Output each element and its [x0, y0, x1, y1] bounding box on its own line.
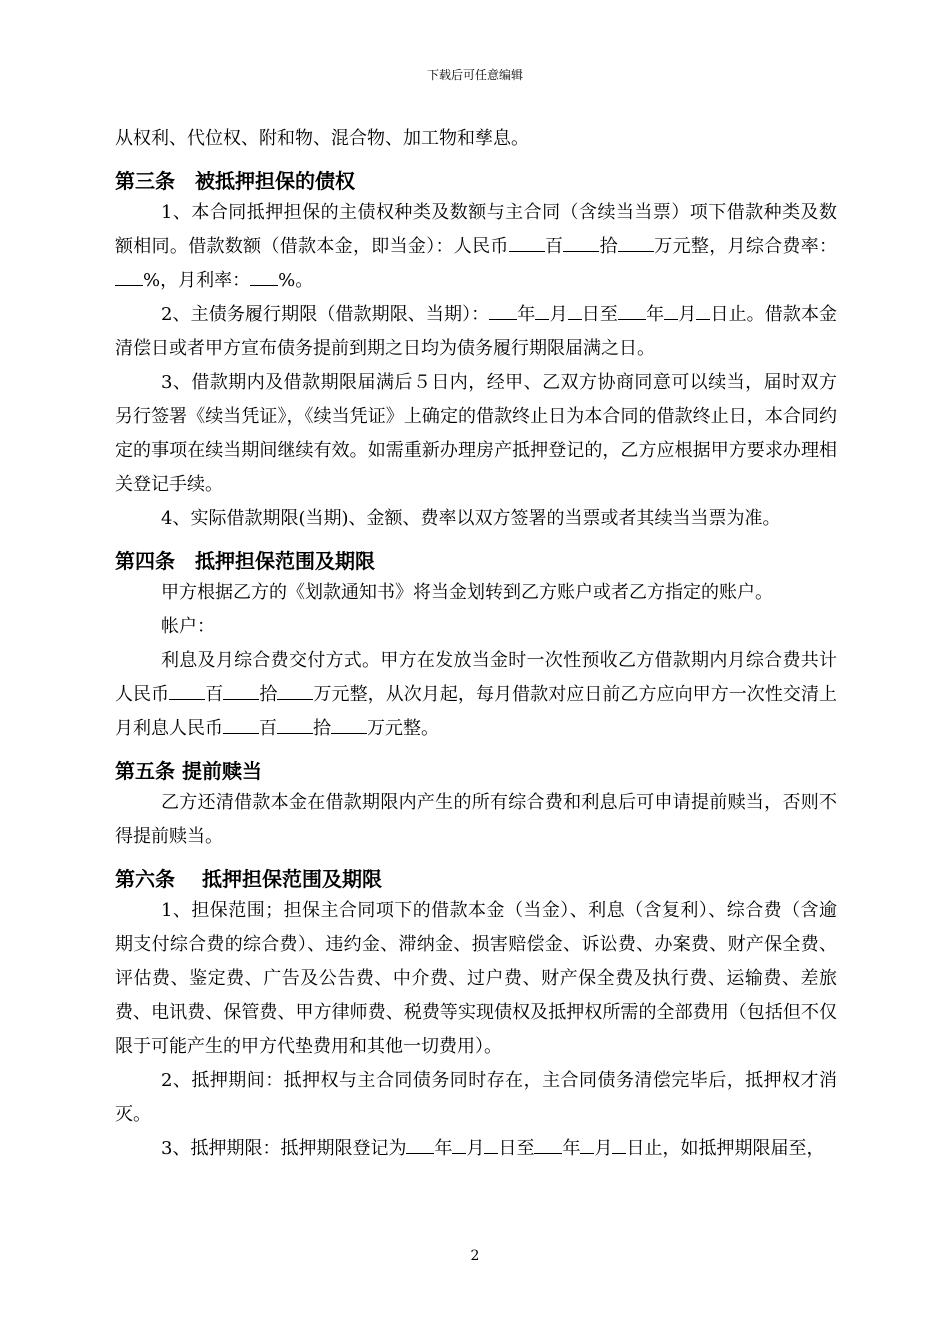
document-body — [115, 122, 837, 1166]
article-6-clause-2: 2、抵押期间：抵押权与主合同债务同时存在，主合同债务清偿完毕后，抵押权才消灭。 — [115, 1070, 837, 1125]
blank-field — [612, 1135, 626, 1154]
blank-field — [277, 681, 313, 700]
blank-field — [534, 1135, 562, 1154]
blank-field — [223, 715, 259, 734]
article-4-account: 帐户： — [161, 616, 215, 637]
article-3-clause-1: 1、本合同抵押担保的主债权种类及数额与主合同（含续当当票）项下借款种类及数额相同。借款数额（借款本金，即当金）：人民币 百 拾 万元整，月综合费率：%，月利率： %。 — [115, 202, 838, 291]
article-4-para-1: 甲方根据乙方的《划款通知书》将当金划转到乙方账户或者乙方指定的账户。 — [161, 582, 773, 603]
article-5-para-1: 乙方还清借款本金在借款期限内产生的所有综合费和利息后可申请提前赎当，否则不得提前赎当。 — [115, 792, 837, 847]
article-6-title: 第六条 抵押担保范围及期限 — [115, 867, 382, 891]
blank-field — [696, 301, 710, 320]
article-5-title: 第五条 提前赎当 — [115, 759, 262, 783]
blank-field — [618, 301, 646, 320]
blank-field — [664, 301, 678, 320]
article-6-clause-1: 1、担保范围；担保主合同项下的借款本金（当金）、利息（含复利）、综合费（含逾期支付综合费的综合费）、违约金、滞纳金、损害赔偿金、诉讼费、办案费、财产保全费、评估费、鉴定费、广告及公告费、中介费、过户费、财产保全费及执行费、运输费、差旅费、电讯费、保管费、甲方律师费、税费等实现债权及抵押权所需的全部费用（包括但不仅限于可能产生的甲方代垫费用和其他一切费用）。 — [115, 900, 837, 1057]
blank-field — [406, 1135, 434, 1154]
blank-field — [452, 1135, 466, 1154]
article-4-title: 第四条 抵押担保范围及期限 — [115, 549, 375, 573]
article-6-clause-3: 3、抵押期限：抵押期限登记为 年 月 日至 年 月 日止，如抵押期限届至， — [115, 1132, 837, 1166]
blank-field — [115, 267, 143, 286]
blank-field — [580, 1135, 594, 1154]
article-3-clause-2: 2、主债务履行期限（借款期限、当期）： 年 月 日至 年 月 日止。借款本金清偿日或者甲方宣布债务提前到期之日均为债务履行期限届满之日。 — [115, 298, 837, 366]
article-3-title: 第三条 被抵押担保的债权 — [115, 169, 355, 193]
page-number: 2 — [470, 1248, 480, 1264]
article-3-clause-4: 4、实际借款期限(当期)、金额、费率以双方签署的当票或者其续当当票为准。 — [161, 508, 781, 529]
blank-field — [169, 681, 205, 700]
blank-field — [618, 233, 654, 252]
blank-field — [563, 233, 599, 252]
blank-field — [250, 267, 278, 286]
article-3-clause-3: 3、借款期内及借款期限届满后５日内，经甲、乙双方协商同意可以续当，届时双方另行签署《续当凭证》，《续当凭证》上确定的借款终止日为本合同的借款终止日，本合同约定的事项在续当期间继续有效。如需重新办理房产抵押登记的，乙方应根据甲方要求办理相关登记手续。 — [115, 372, 837, 495]
blank-field — [484, 1135, 498, 1154]
lead-line: 从权利、代位权、附和物、混合物、加工物和孳息。 — [115, 128, 529, 149]
blank-field — [223, 681, 259, 700]
blank-field — [568, 301, 582, 320]
article-4-para-3: 利息及月综合费交付方式。甲方在发放当金时一次性预收乙方借款期内月综合费共计人民币 百 拾 万元整，从次月起，每月借款对应日前乙方应向甲方一次性交清上月利息人民币 百 拾 万元整。 — [115, 650, 838, 739]
blank-field — [277, 715, 313, 734]
blank-field — [331, 715, 367, 734]
page-header: 下载后可任意编辑 — [426, 68, 523, 82]
blank-field — [509, 233, 545, 252]
blank-field — [535, 301, 549, 320]
blank-field — [489, 301, 517, 320]
